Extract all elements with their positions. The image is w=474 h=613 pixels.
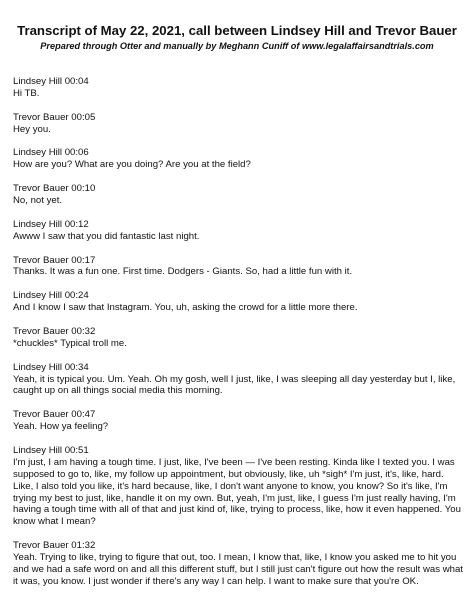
utterance-text: Hi TB.: [13, 87, 40, 99]
utterance-text: I'm just, I am having a tough time. I just, like, I've been — I've been resting. Kinda like I texted you. I was supposed to go to, like, my follow up appointment, but obviously, like, uh *sigh* I'm just, it's, like, hard. Like, I also told you like, it's hard because, like, I don't want anyone to know, you know? So it's like, I'm trying my best to just, like, handle it on my own. But, yeah, I'm just, like, I guess I'm just really having, I'm having a tough time with all of that and just kind of, like, trying to process, like, how it even happened. You know what I mean?: [13, 456, 461, 528]
transcript-entry: [13, 290, 465, 314]
utterance-text: Yeah, it is typical you. Um. Yeah. Oh my gosh, well I just, like, I was sleeping all day yesterday but I, like, caught up on all things social media this morning.: [13, 373, 456, 397]
speaker-timestamp: Lindsey Hill 00:12: [13, 218, 89, 230]
utterance-text: Awww I saw that you did fantastic last night.: [13, 230, 200, 242]
speaker-timestamp: Lindsey Hill 00:34: [13, 361, 89, 373]
utterance-text: How are you? What are you doing? Are you at the field?: [13, 159, 251, 171]
transcript-entry: [13, 112, 465, 136]
utterance-text: And I know I saw that Instagram. You, uh, asking the crowd for a little more there.: [13, 302, 358, 314]
transcript-entry: [13, 326, 465, 350]
transcript-entry: [13, 445, 465, 528]
transcript-entry: [13, 255, 465, 279]
speaker-timestamp: Trevor Bauer 00:05: [13, 111, 96, 123]
speaker-timestamp: Lindsey Hill 00:51: [13, 444, 89, 456]
speaker-timestamp: Trevor Bauer 01:32: [13, 540, 96, 552]
transcript-entry: [13, 540, 465, 588]
speaker-timestamp: Lindsey Hill 00:06: [13, 147, 89, 159]
utterance-text: Yeah. Trying to like, trying to figure that out, too. I mean, I know that, like, I know you asked me to hit you and we had a safe word on and all this different stuff, but I still just can't figure out how the result was what it was, you know. I just wonder if there's any way I can help. I want to make sure that you're OK.: [13, 552, 463, 587]
document-subtitle: Prepared through Otter and manually by Meghann Cuniff of www.legalaffairsandtrials.com: [40, 41, 434, 51]
transcript-entry: [13, 76, 465, 100]
document-title: Transcript of May 22, 2021, call between Lindsey Hill and Trevor Bauer: [17, 23, 457, 38]
transcript-entry: [13, 409, 465, 433]
speaker-timestamp: Lindsey Hill 00:24: [13, 290, 89, 302]
speaker-timestamp: Trevor Bauer 00:10: [13, 183, 96, 195]
transcript-entry: [13, 219, 465, 243]
transcript-entry: [13, 147, 465, 171]
utterance-text: Hey you.: [13, 123, 51, 135]
utterance-text: Yeah. How ya feeling?: [13, 421, 109, 433]
speaker-timestamp: Trevor Bauer 00:32: [13, 325, 96, 337]
speaker-timestamp: Trevor Bauer 00:47: [13, 409, 96, 421]
transcript-body: [13, 76, 465, 588]
utterance-text: No, not yet.: [13, 195, 63, 207]
transcript-entry: [13, 362, 465, 398]
speaker-timestamp: Trevor Bauer 00:17: [13, 254, 96, 266]
utterance-text: *chuckles* Typical troll me.: [13, 337, 127, 349]
speaker-timestamp: Lindsey Hill 00:04: [13, 76, 89, 87]
utterance-text: Thanks. It was a fun one. First time. Dodgers - Giants. So, had a little fun with it.: [13, 266, 353, 278]
transcript-entry: [13, 183, 465, 207]
